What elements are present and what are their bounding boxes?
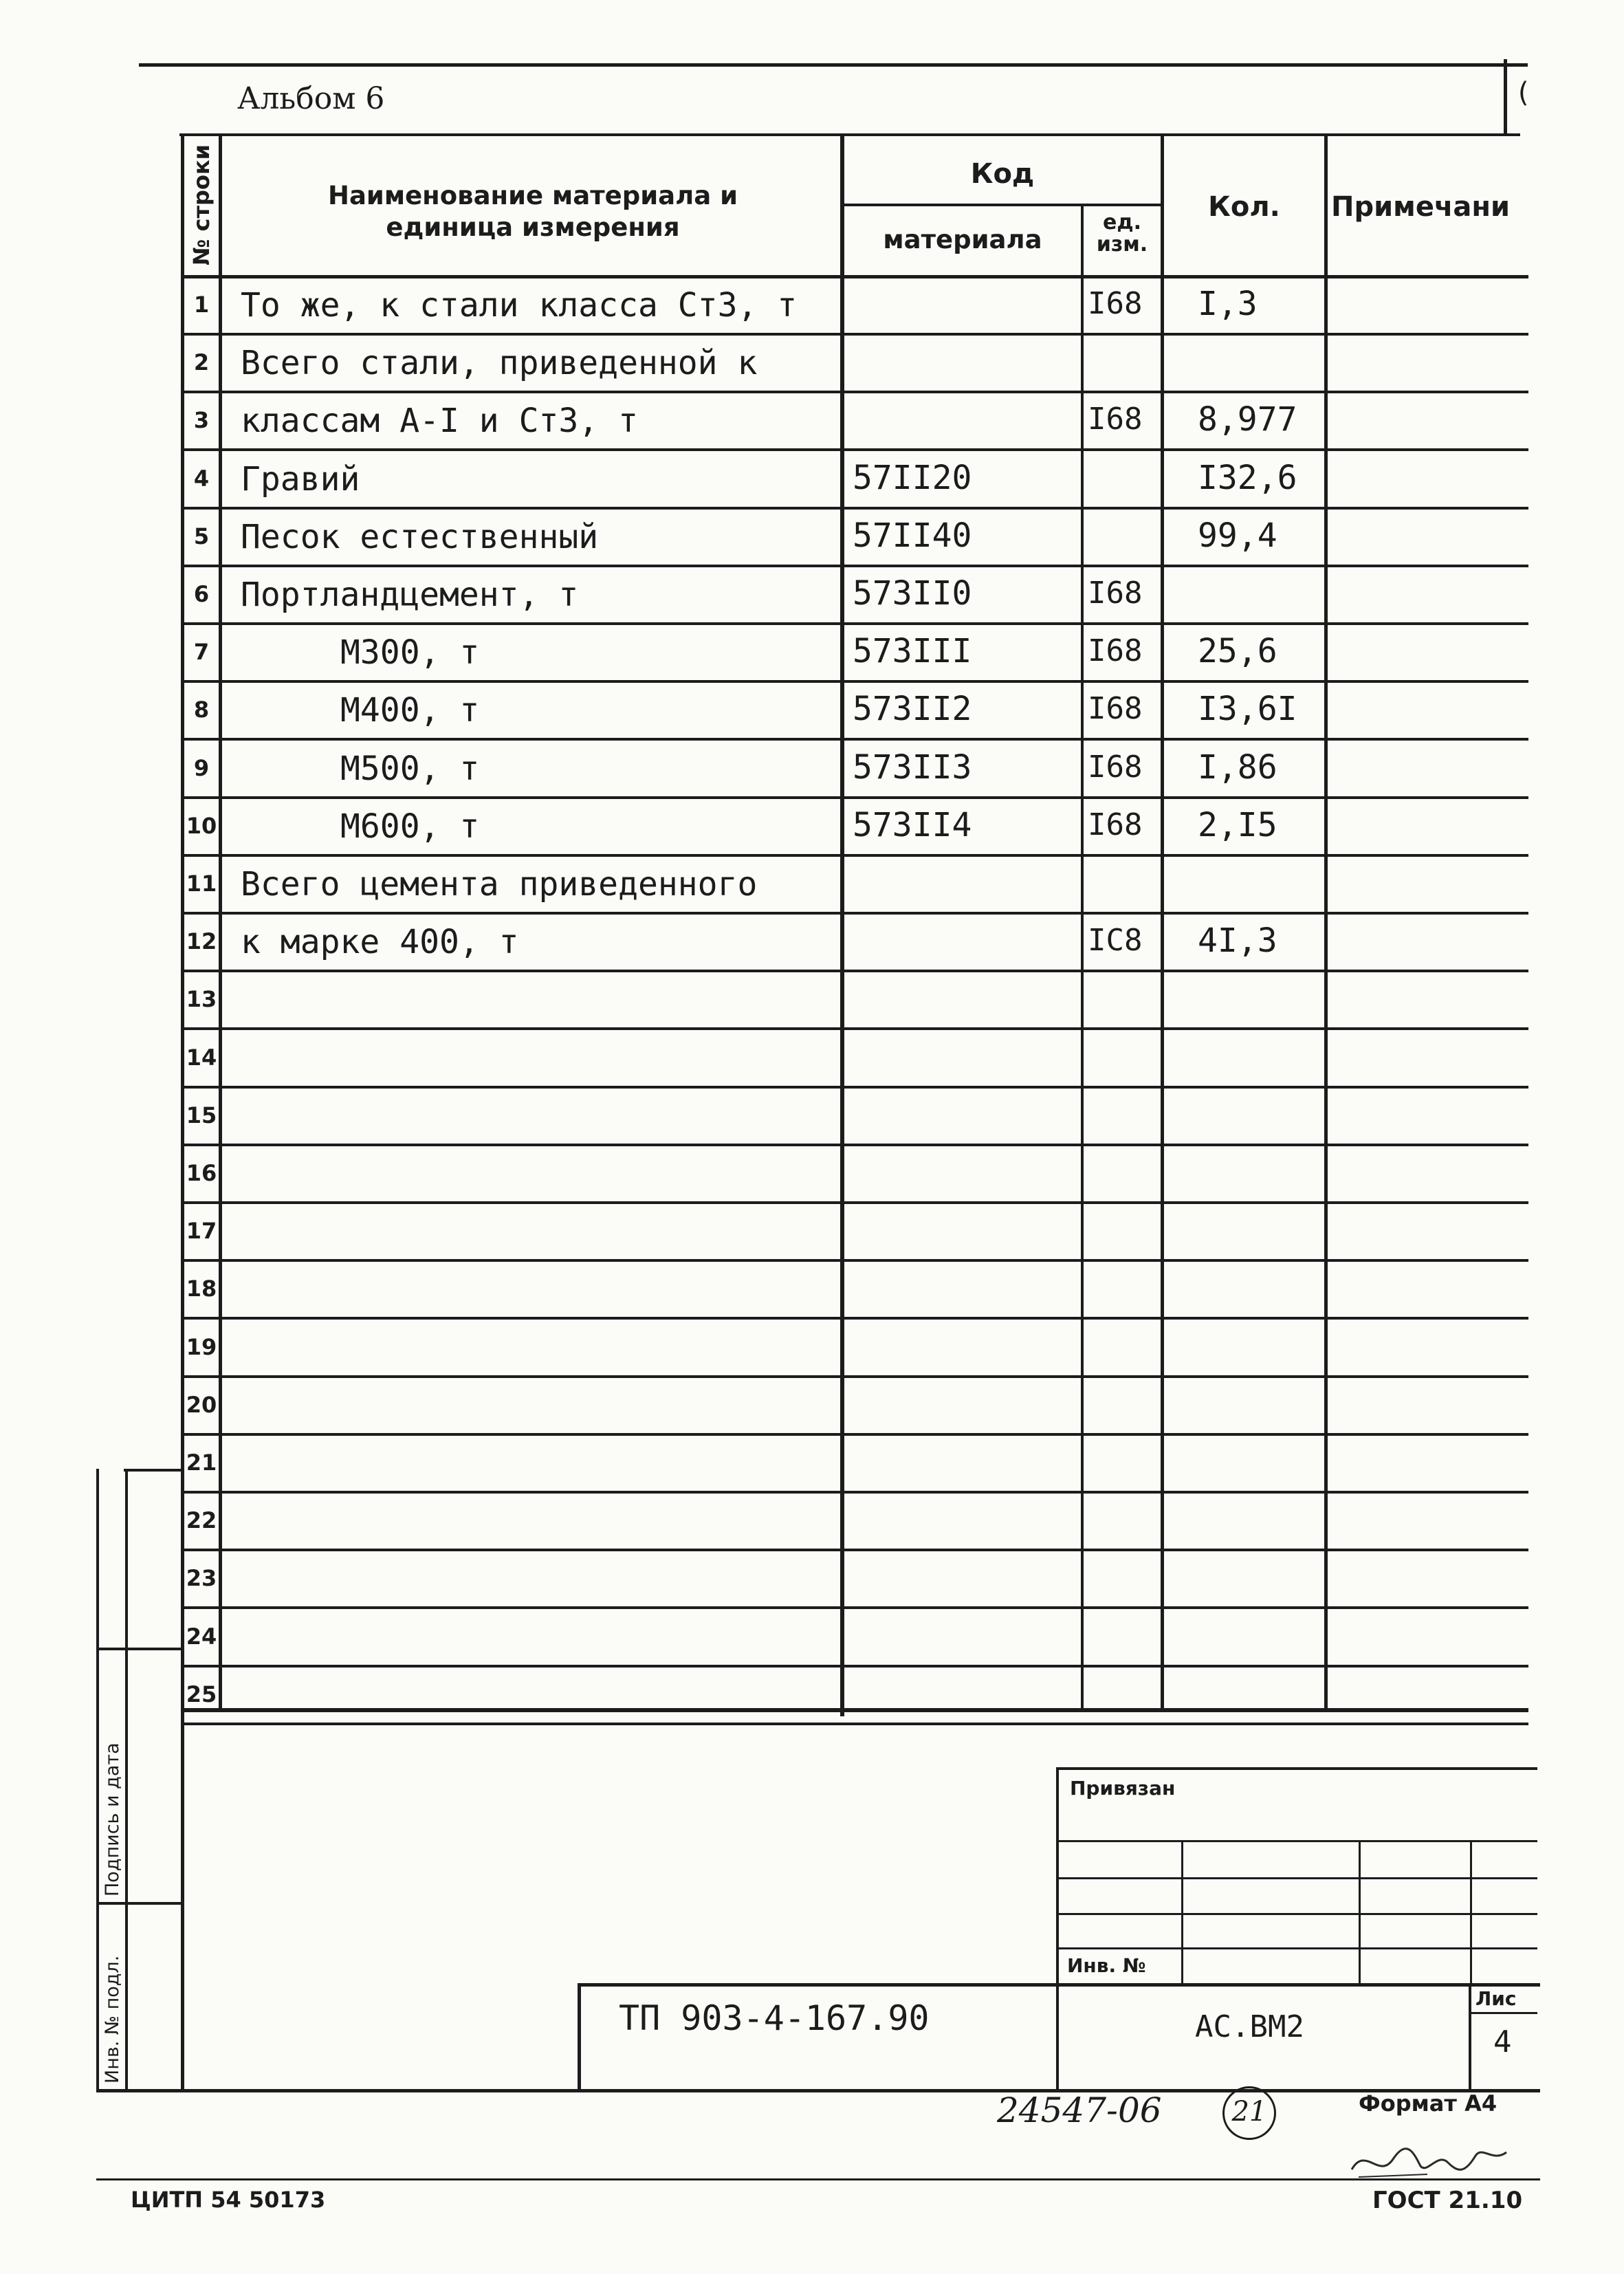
material-name-cell: То же, к стали класса Ст3, т (241, 286, 798, 325)
row-number-cell: 7 (193, 639, 210, 665)
row-number-cell: 10 (186, 813, 217, 839)
unit-code-cell: I68 (1088, 286, 1143, 321)
table-row (0, 1089, 1624, 1148)
row-number-cell: 6 (193, 581, 210, 607)
material-name-cell: Портландцемент, т (241, 576, 579, 614)
row-number-cell: 20 (186, 1392, 217, 1418)
sheet-label: Лис (1475, 1987, 1517, 2010)
row-number-cell: 8 (193, 697, 210, 723)
album-title: Альбом 6 (237, 81, 385, 116)
table-row (0, 1436, 1624, 1495)
header-material-name: Наименование материала и единица измерения (327, 181, 738, 242)
table-row (0, 799, 1624, 858)
quantity-cell: 4I,3 (1198, 921, 1277, 960)
table-row (0, 510, 1624, 569)
table-row (0, 393, 1624, 452)
header-quantity: Кол. (1208, 191, 1280, 223)
format-label: Формат А4 (1359, 2090, 1497, 2117)
handwritten-number: 24547-06 (997, 2090, 1162, 2130)
row-number-cell: 3 (193, 407, 210, 433)
material-code-cell: 573II0 (853, 574, 972, 613)
row-number-cell: 5 (193, 523, 210, 549)
material-name-cell: к марке 400, т (241, 923, 519, 961)
material-name-cell: Всего цемента приведенного (241, 865, 758, 904)
row-number-cell: 14 (186, 1045, 217, 1071)
unit-code-cell: I68 (1088, 807, 1143, 842)
row-divider (181, 1317, 1528, 1320)
sheet-code: АС.ВМ2 (1195, 2009, 1304, 2044)
header-note: Примечани (1331, 191, 1511, 223)
row-number-cell: 24 (186, 1623, 217, 1650)
table-row (0, 1204, 1624, 1263)
row-divider (181, 738, 1528, 741)
material-name-cell: М400, т (340, 691, 480, 730)
table-row (0, 1551, 1624, 1610)
row-number-cell: 16 (186, 1160, 217, 1186)
standard-code: ГОСТ 21.10 (1372, 2187, 1523, 2214)
unit-code-cell: I68 (1088, 750, 1143, 785)
title-block-attached-label: Привязан (1070, 1777, 1176, 1800)
table-row (0, 452, 1624, 511)
quantity-cell: 8,977 (1198, 400, 1297, 439)
material-name-cell: М300, т (340, 633, 480, 672)
row-number-cell: 25 (186, 1681, 217, 1707)
material-name-cell: Гравий (241, 460, 360, 499)
row-number-cell: 23 (186, 1565, 217, 1591)
header-code: Код (970, 158, 1035, 190)
row-divider (181, 448, 1528, 451)
table-row (0, 741, 1624, 800)
page-edge-mark: ( (1515, 77, 1532, 109)
material-name-cell: М500, т (340, 750, 480, 788)
row-number-cell: 22 (186, 1507, 217, 1533)
row-divider (181, 1723, 1528, 1725)
table-row (0, 336, 1624, 395)
row-number-cell: 4 (193, 466, 210, 492)
table-row (0, 1494, 1624, 1553)
table-row (0, 857, 1624, 916)
quantity-cell: I,86 (1198, 748, 1277, 787)
side-stamp-inventory-no: Инв. № подл. (102, 1955, 123, 2084)
table-row (0, 1610, 1624, 1669)
table-row (0, 567, 1624, 626)
header-code-unit: ед. изм. (1096, 210, 1148, 256)
row-number-cell: 9 (193, 755, 210, 781)
table-row (0, 915, 1624, 974)
material-code-cell: 57II40 (853, 516, 972, 555)
row-number-cell: 11 (186, 871, 217, 897)
quantity-cell: 99,4 (1198, 516, 1277, 555)
table-row (0, 1262, 1624, 1321)
table-row (0, 1378, 1624, 1437)
row-number-cell: 1 (193, 292, 210, 318)
material-code-cell: 57II20 (853, 459, 972, 497)
material-name-cell: Песок естественный (241, 518, 599, 556)
material-code-cell: 573III (853, 632, 972, 670)
row-number-cell: 19 (186, 1334, 217, 1360)
quantity-cell: 25,6 (1198, 632, 1277, 670)
header-code-material: материала (883, 225, 1042, 254)
header-row-number: № строки (188, 144, 215, 266)
document-code: ТП 903-4-167.90 (619, 1998, 930, 2038)
material-code-cell: 573II4 (853, 806, 972, 844)
table-row (0, 972, 1624, 1031)
material-code-cell: 573II3 (853, 748, 972, 787)
circled-number: 21 (1231, 2096, 1267, 2128)
material-name-cell: М600, т (340, 807, 480, 846)
table-row (0, 1320, 1624, 1379)
row-number-cell: 21 (186, 1450, 217, 1476)
material-name-cell: Всего стали, приведенной к (241, 344, 758, 382)
table-row (0, 1146, 1624, 1205)
row-divider (181, 1606, 1528, 1609)
row-number-cell: 15 (186, 1102, 217, 1128)
material-code-cell: 573II2 (853, 690, 972, 728)
side-stamp-signature-date: Подпись и дата (102, 1742, 123, 1896)
row-divider (181, 1027, 1528, 1030)
table-row (0, 1031, 1624, 1090)
row-number-cell: 18 (186, 1276, 217, 1302)
table-row (0, 278, 1624, 337)
quantity-cell: I,3 (1198, 285, 1258, 323)
table-row (0, 1668, 1624, 1727)
table-row (0, 625, 1624, 684)
quantity-cell: I3,6I (1198, 690, 1297, 728)
unit-code-cell: I68 (1088, 576, 1143, 611)
unit-code-cell: IC8 (1088, 923, 1143, 958)
unit-code-cell: I68 (1088, 691, 1143, 726)
quantity-cell: I32,6 (1198, 459, 1297, 497)
publisher-code: ЦИТП 54 50173 (131, 2187, 326, 2213)
row-number-cell: 2 (193, 349, 210, 375)
material-name-cell: классам А-I и Ст3, т (241, 402, 638, 440)
unit-code-cell: I68 (1088, 402, 1143, 437)
quantity-cell: 2,I5 (1198, 806, 1277, 844)
unit-code-cell: I68 (1088, 633, 1143, 668)
row-number-cell: 13 (186, 986, 217, 1012)
sheet-number: 4 (1493, 2024, 1512, 2059)
row-number-cell: 17 (186, 1218, 217, 1244)
title-block-inventory-label: Инв. № (1067, 1954, 1146, 1977)
table-row (0, 683, 1624, 742)
row-number-cell: 12 (186, 928, 217, 954)
